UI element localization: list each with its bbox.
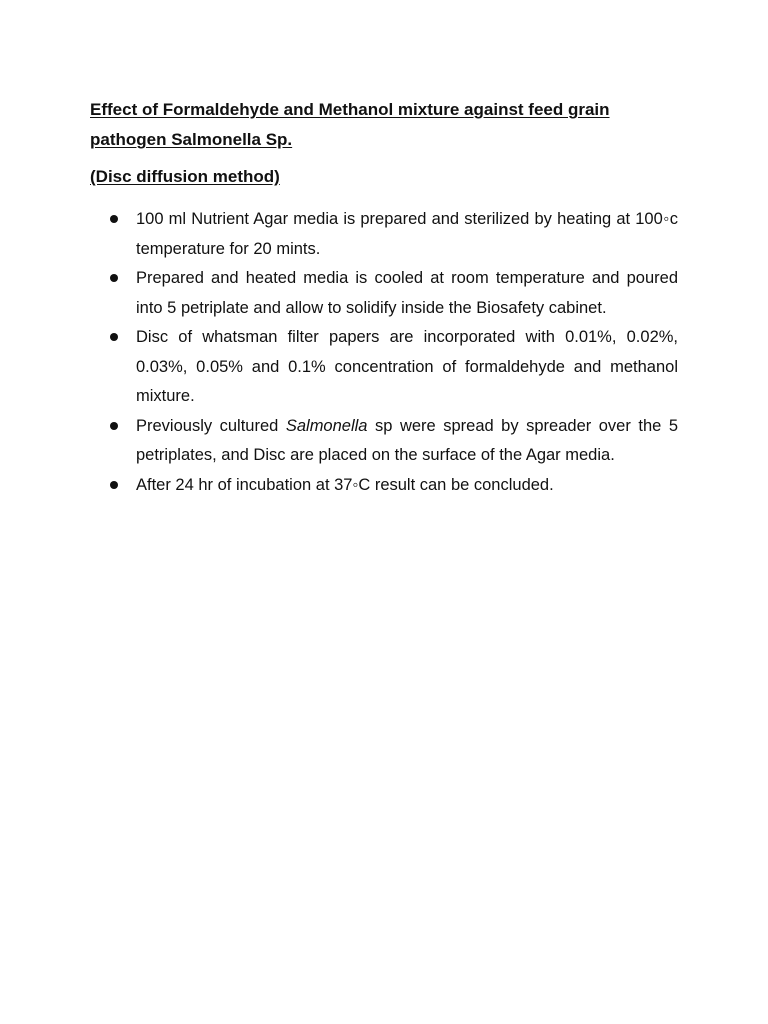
procedure-step: [90, 323, 678, 412]
bullet-icon: [110, 215, 118, 223]
procedure-step: [90, 471, 678, 501]
step-text-after: sp were spread by spreader over the 5 petriplates, and Disc are placed on the surface of the Agar media.: [136, 416, 678, 464]
procedure-step: [90, 412, 678, 471]
organism-name: Salmonella: [285, 416, 368, 435]
method-subtitle: (Disc diffusion method): [90, 167, 280, 186]
step-text: After 24 hr of incubation at 37◦C result can be concluded.: [136, 475, 554, 494]
step-text: Disc of whatsman filter papers are incorporated with 0.01%, 0.02%, 0.03%, 0.05% and 0.1% concentration of formaldehyde and methanol mixture.: [136, 328, 678, 405]
procedure-list: [90, 205, 678, 500]
bullet-icon: [110, 422, 118, 430]
step-text: 100 ml Nutrient Agar media is prepared and sterilized by heating at 100◦c temperature for 20 mints.: [136, 210, 678, 258]
bullet-icon: [110, 333, 118, 341]
bullet-icon: [110, 274, 118, 282]
procedure-step: [90, 205, 678, 264]
bullet-icon: [110, 481, 118, 489]
document-title: Effect of Formaldehyde and Methanol mixture against feed grain pathogen Salmonella Sp.: [90, 100, 610, 149]
step-text: Prepared and heated media is cooled at room temperature and poured into 5 petriplate and allow to solidify inside the Biosafety cabinet.: [136, 269, 678, 317]
step-text-before: Previously cultured: [136, 416, 286, 435]
procedure-step: [90, 264, 678, 323]
